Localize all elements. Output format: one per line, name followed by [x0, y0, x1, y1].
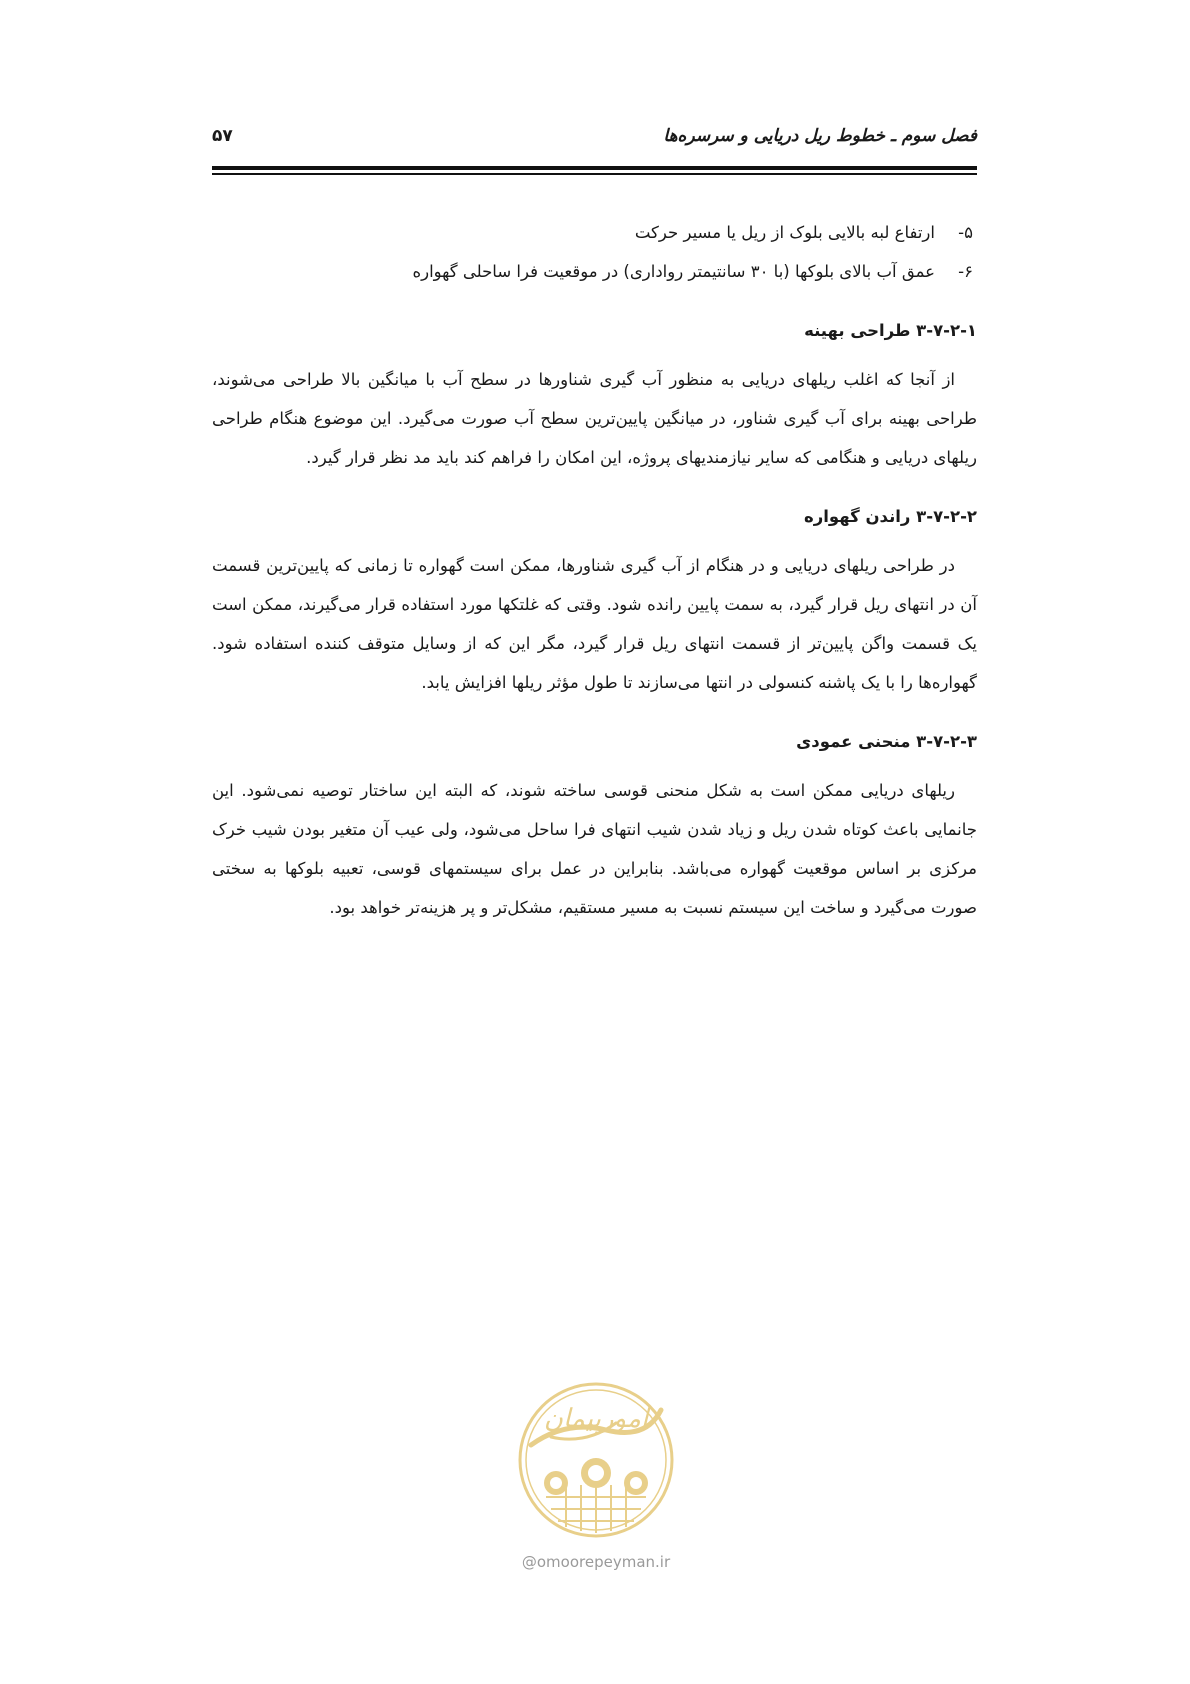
page-number: ۵۷	[212, 126, 233, 146]
header-rule-thin	[212, 173, 977, 175]
header-rule	[212, 166, 977, 170]
list-item-number: ۵-	[958, 223, 973, 242]
watermark-logo-text: امورپیمان	[543, 1404, 649, 1434]
page-header	[212, 126, 977, 156]
section-heading-optimal-design: ۳-۷-۲-۱ طراحی بهینه	[804, 321, 977, 340]
list-item	[212, 213, 977, 252]
section-heading-cradle-driving: ۳-۷-۲-۲ راندن گهواره	[803, 507, 977, 526]
section-heading-vertical-curve: ۳-۷-۲-۳ منحنی عمودی	[796, 732, 977, 751]
list-item-number: ۶-	[958, 262, 973, 281]
section-paragraph: در طراحی ریلهای دریایی و در هنگام از آب گیری شناورها، ممکن است گهواره تا زمانی که پایین‌ترین قسمت آن در انتهای ریل قرار گیرد، به سمت پایین رانده شود. وقتی که غلتکها مورد استفاده قرار می‌گیرند، ممکن است یک قسمت واگن پایین‌تر از قسمت انتهای ریل قرار گیرد، مگر این که از وسایل متوقف کننده استفاده شود. گهواره‌ها را با یک پاشنه کنسولی در انتها می‌سازند تا طول مؤثر ریلها افزایش یابد.	[212, 556, 977, 692]
list-item-text: عمق آب بالای بلوکها (با ۳۰ سانتیمتر رواداری) در موقعیت فرا ساحلی گهواره	[412, 262, 935, 281]
section-paragraph: ریلهای دریایی ممکن است به شکل منحنی قوسی ساخته شوند، که البته این ساختار توصیه نمی‌شود. این جانمایی باعث کوتاه شدن ریل و زیاد شدن شیب انتهای فرا ساحل می‌شود، ولی عیب آن متغیر بودن شیب خرک مرکزی بر اساس موقعیت گهواره می‌باشد. بنابراین در عمل برای سیستمهای قوسی، تعبیه بلوکها به سختی صورت می‌گیرد و ساخت این سیستم نسبت به مسیر مستقیم، مشکل‌تر و پر هزینه‌تر خواهد بود.	[212, 781, 977, 917]
list-item-text: ارتفاع لبه بالایی بلوک از ریل یا مسیر حرکت	[634, 223, 935, 242]
watermark-url-text: omoorepeyman.ir	[536, 1553, 671, 1571]
watermark	[496, 1375, 696, 1571]
watermark-url	[496, 1553, 696, 1571]
list-item	[212, 252, 977, 291]
chapter-title: فصل سوم ـ خطوط ریل دریایی و سرسره‌ها	[663, 126, 977, 146]
at-icon: @	[521, 1553, 537, 1571]
watermark-logo	[496, 1375, 696, 1545]
section-paragraph: از آنجا که اغلب ریلهای دریایی به منظور آب گیری شناورها در سطح آب با میانگین بالا طراحی می‌شوند، طراحی بهینه برای آب گیری شناور، در میانگین پایین‌ترین سطح آب صورت می‌گیرد. این موضوع هنگام طراحی ریلهای دریایی و هنگامی که سایر نیازمندیهای پروژه، این امکان را فراهم کند باید مد نظر قرار گیرد.	[212, 370, 977, 467]
page-content	[212, 213, 977, 927]
